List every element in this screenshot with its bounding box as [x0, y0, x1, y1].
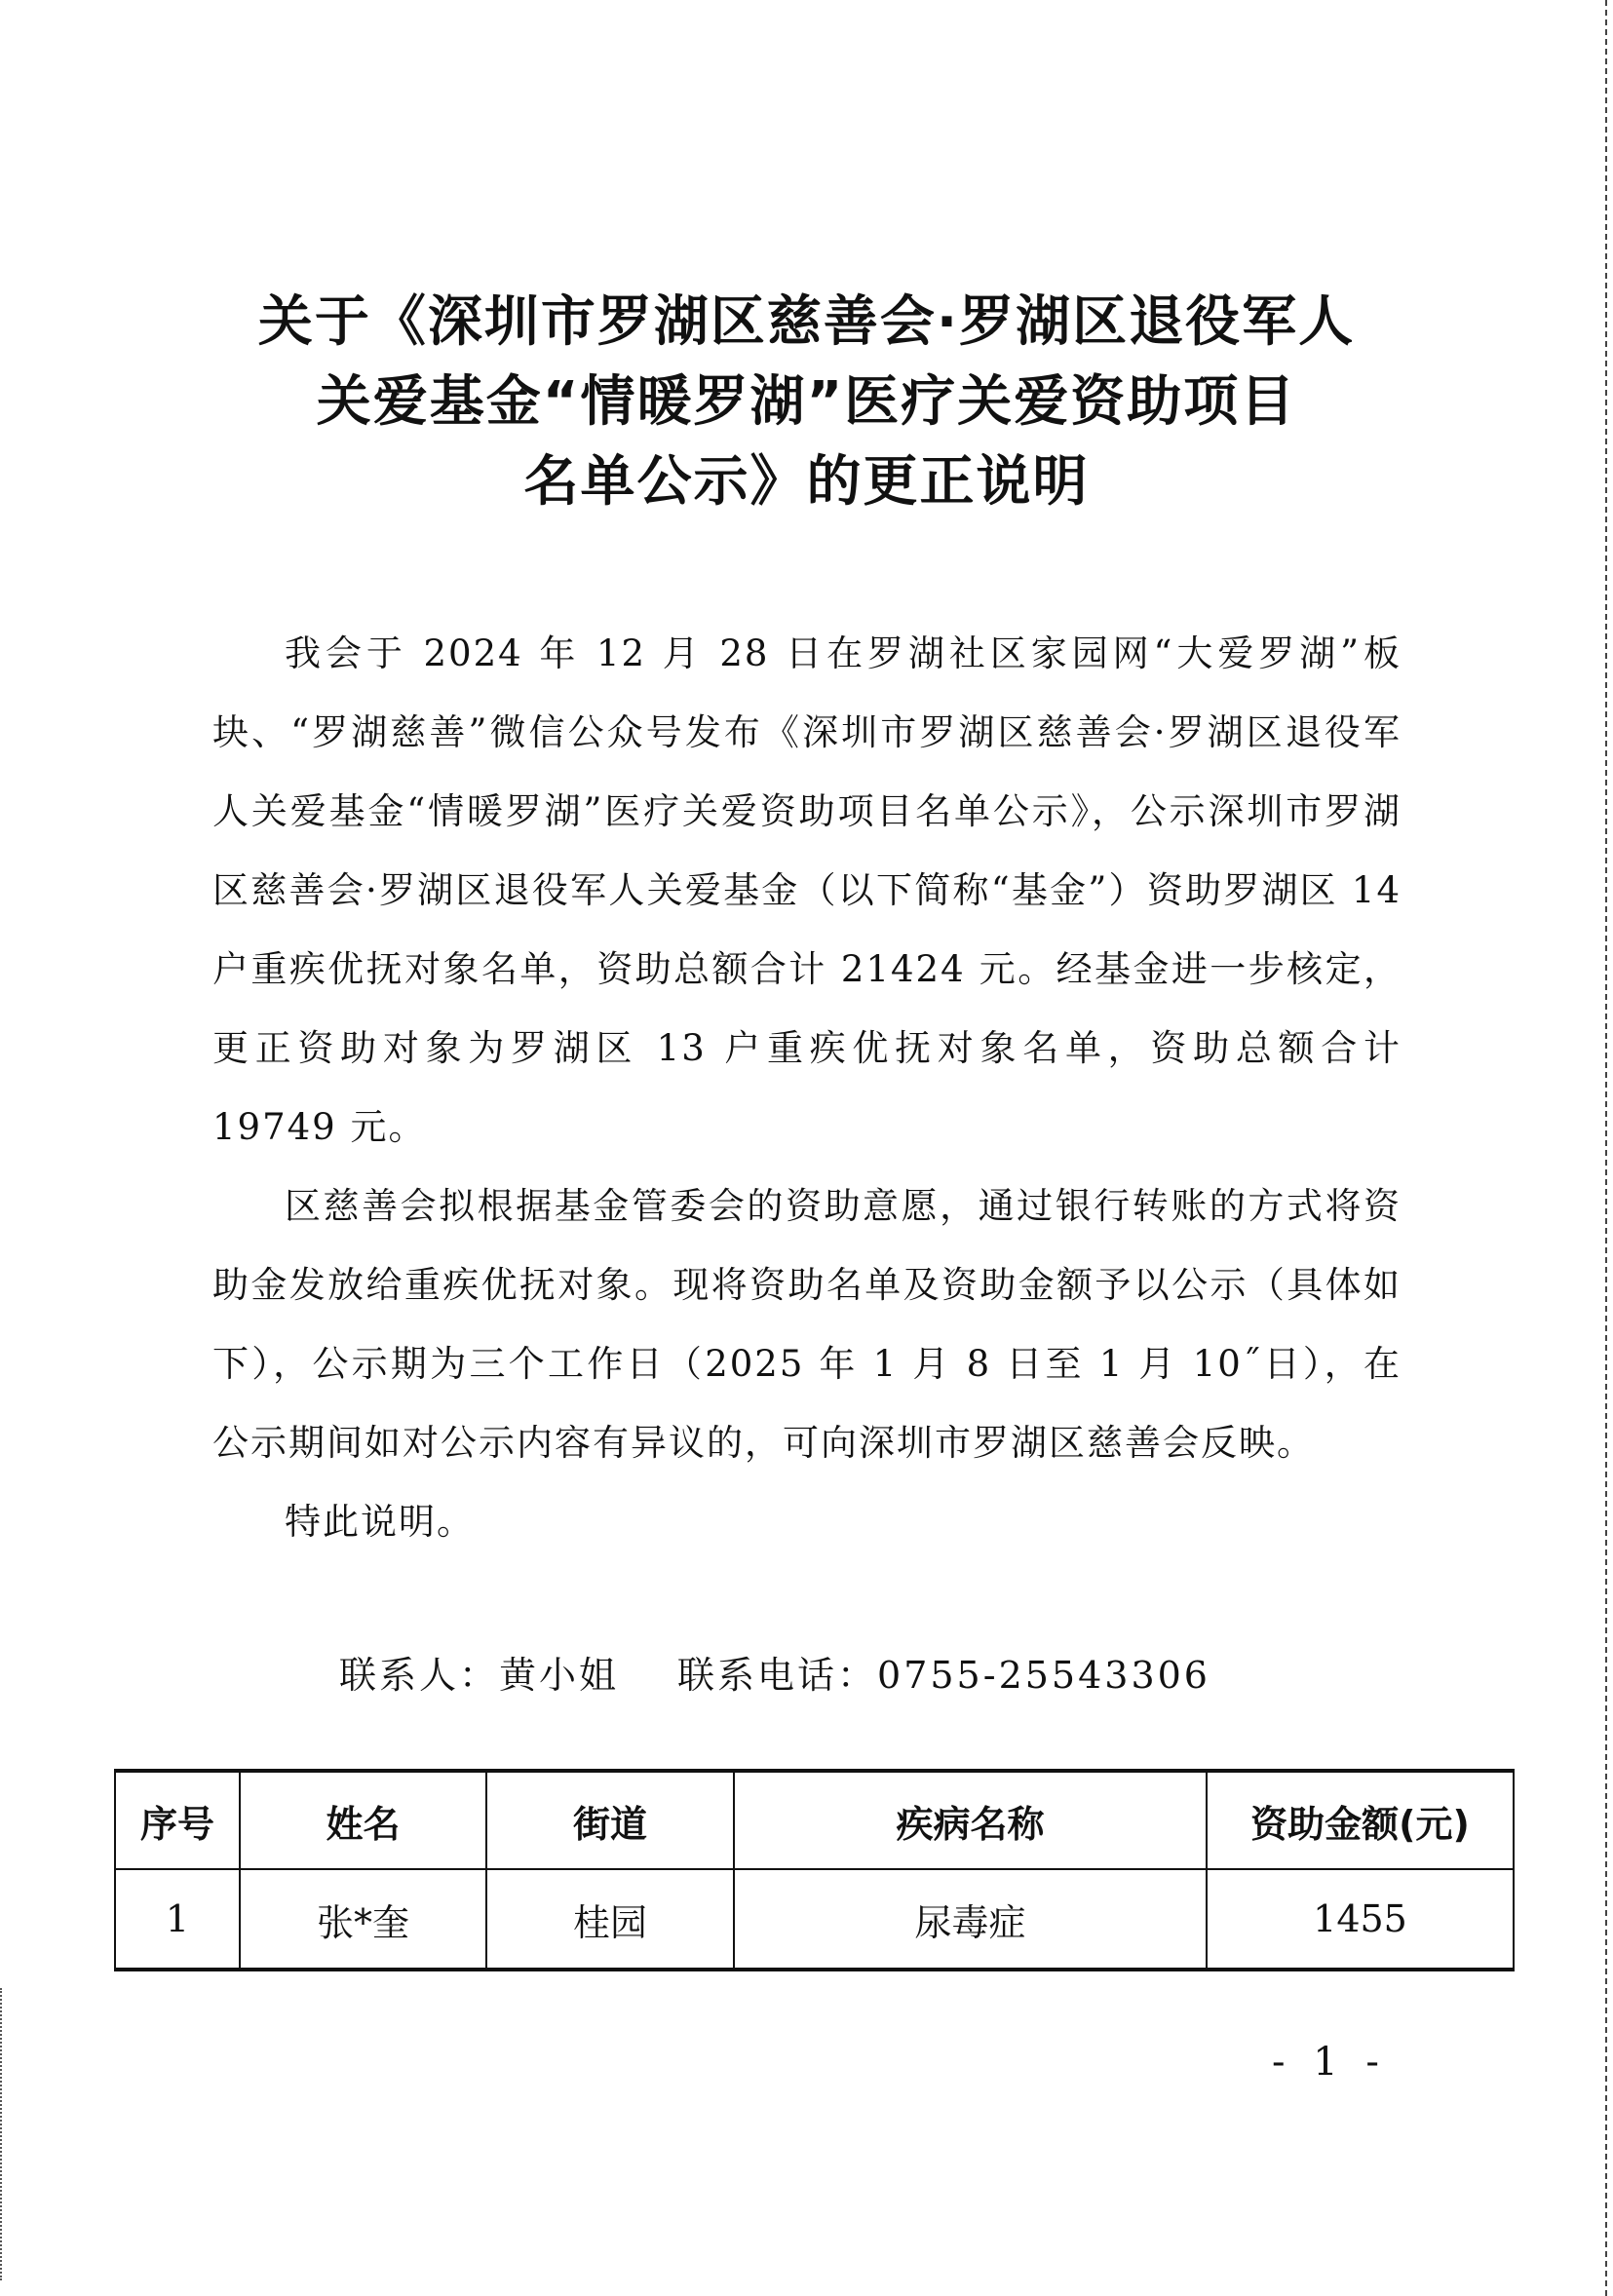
header-disease: 疾病名称: [734, 1771, 1207, 1869]
paragraph-1: 我会于 2024 年 12 月 28 日在罗湖社区家园网“大爱罗湖”板块、“罗湖慈善”微信公众号发布《深圳市罗湖区慈善会·罗湖区退役军人关爱基金“情暖罗湖”医疗关爱资助项目名单公示》，公示深圳市罗湖区慈善会·罗湖区退役军人关爱基金（以下简称“基金”）资助罗湖区 14 户重疾优抚对象名单，资助总额合计 21424 元。经基金进一步核定，更正资助对象为罗湖区 13 户重疾优抚对象名单，资助总额合计 19749 元。: [212, 632, 1402, 1148]
contact-phone: 联系电话：0755-25543306: [677, 1654, 1210, 1697]
cell-amount: 1455: [1207, 1869, 1514, 1970]
title-line-2: 关爱基金“情暖罗湖”医疗关爱资助项目: [316, 370, 1297, 434]
title-line-1: 关于《深圳市罗湖区慈善会·罗湖区退役军人: [257, 290, 1356, 354]
header-name: 姓名: [240, 1771, 486, 1869]
aid-recipient-table: [114, 1769, 1515, 1971]
cell-name: 张*奎: [240, 1869, 486, 1970]
title-line-3: 名单公示》的更正说明: [523, 450, 1090, 514]
contact-line: [339, 1645, 1210, 1699]
table-row: [115, 1869, 1514, 1970]
paragraph-2: 区慈善会拟根据基金管委会的资助意愿，通过银行转账的方式将资助金发放给重疾优抚对象。现将资助名单及资助金额予以公示（具体如下），公示期为三个工作日（2025 年 1 月 8 日至 1 月 10˝日），在公示期间如对公示内容有异议的，可向深圳市罗湖区慈善会反映。: [212, 1185, 1402, 1464]
document-title: [136, 283, 1477, 522]
header-street: 街道: [486, 1771, 734, 1869]
page-edge-left: [0, 1988, 2, 2280]
header-amount: 资助金额(元): [1207, 1771, 1514, 1869]
cell-index: 1: [115, 1869, 240, 1970]
table-header-row: [115, 1771, 1514, 1869]
contact-person: 联系人：黄小姐: [339, 1654, 620, 1697]
cell-street: 桂园: [486, 1869, 734, 1970]
document-body: [212, 614, 1402, 1561]
header-index: 序号: [115, 1771, 240, 1869]
cell-disease: 尿毒症: [734, 1869, 1207, 1970]
page-number: - 1 -: [1272, 2040, 1387, 2085]
closing-line: 特此说明。: [285, 1501, 475, 1543]
page-edge-right: [1605, 0, 1607, 2296]
